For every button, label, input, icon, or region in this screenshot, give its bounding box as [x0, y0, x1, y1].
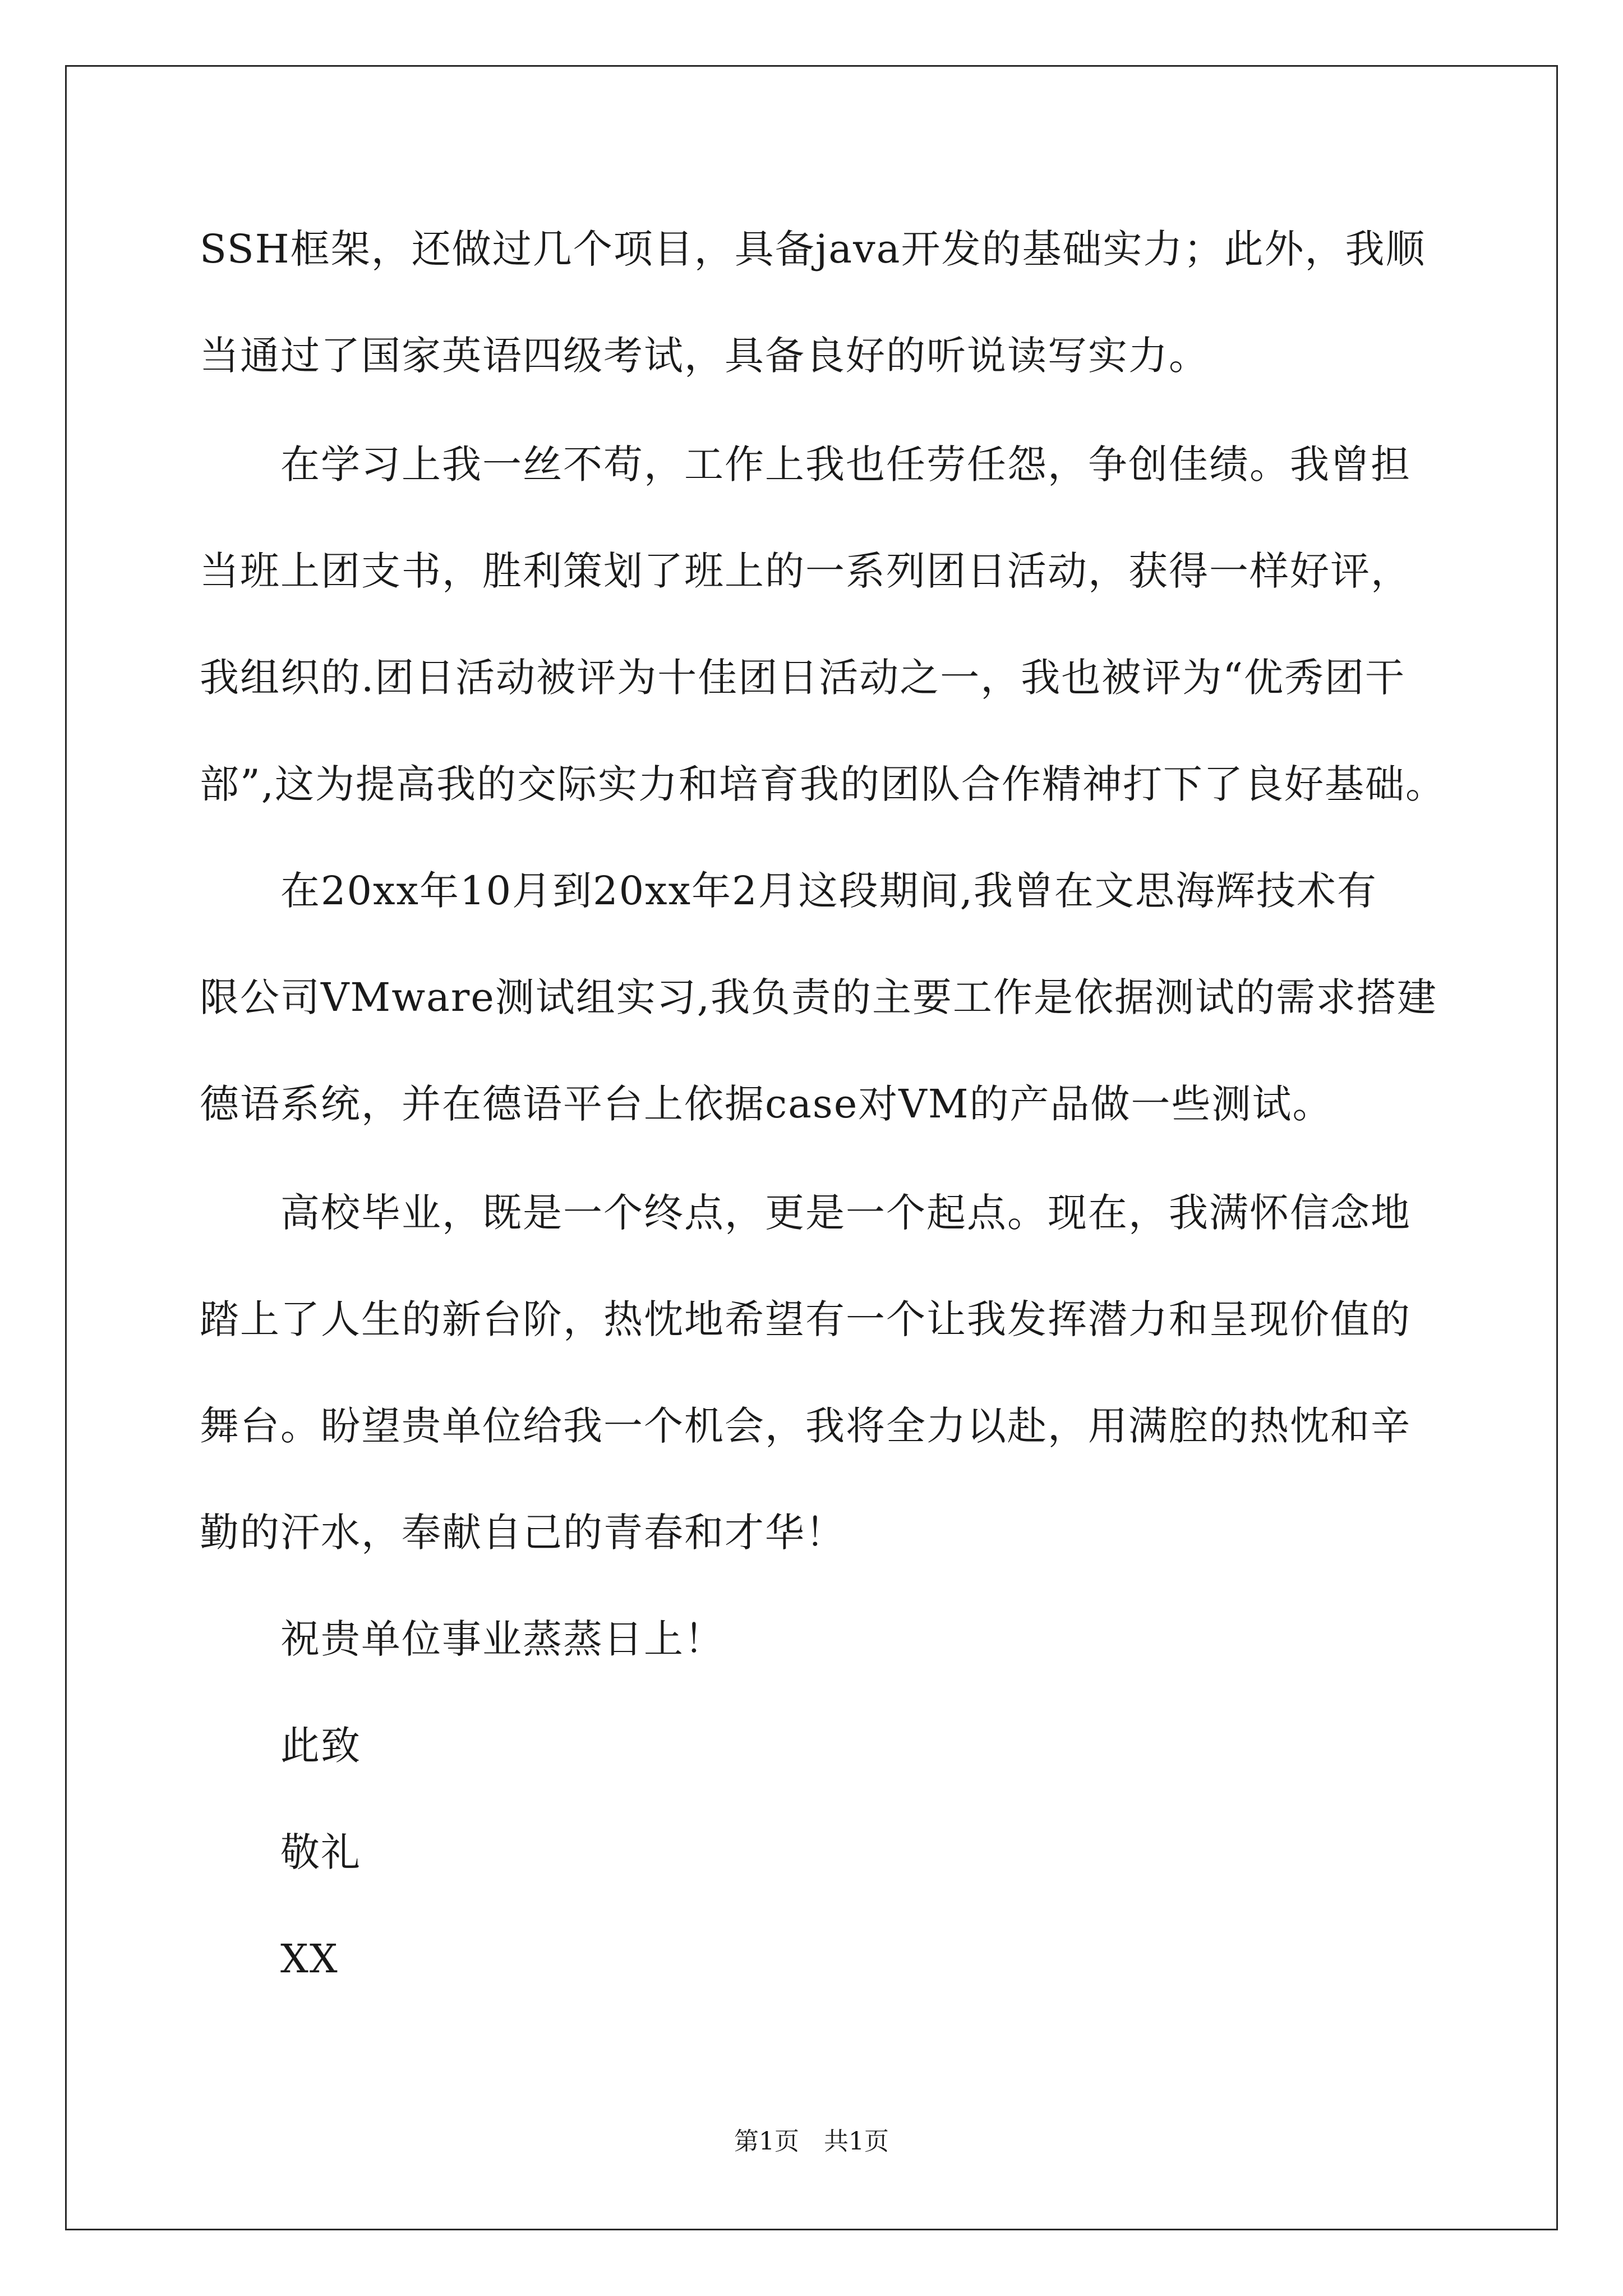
body-line-6: 部”,这为提高我的交际实力和培育我的团队合作精神打下了良好基础。: [200, 761, 1446, 807]
closing-wish: 祝贵单位事业蒸蒸日上！: [280, 1616, 725, 1662]
body-line-7: 在20xx年10月到20xx年2月这段期间,我曾在文思海辉技术有: [280, 868, 1377, 914]
body-line-13: 勤的汗水，奉献自己的青春和才华！: [200, 1510, 846, 1556]
closing-cizhi: 此致: [280, 1723, 361, 1769]
body-line-2: 当通过了国家英语四级考试，具备良好的听说读写实力。: [200, 333, 1209, 379]
body-line-3: 在学习上我一丝不苟，工作上我也任劳任怨，争创佳绩。我曾担: [280, 441, 1411, 487]
page-number: 第1页 共1页: [734, 2127, 889, 2156]
page-frame: [65, 65, 1558, 2230]
signature: XX: [280, 1936, 339, 1982]
body-line-10: 高校毕业，既是一个终点，更是一个起点。现在，我满怀信念地: [280, 1190, 1411, 1236]
body-line-9: 德语系统，并在德语平台上依据case对VM的产品做一些测试。: [200, 1081, 1333, 1127]
body-line-12: 舞台。盼望贵单位给我一个机会，我将全力以赴，用满腔的热忱和辛: [200, 1403, 1411, 1449]
body-line-4: 当班上团支书，胜利策划了班上的一系列团日活动，获得一样好评，: [200, 548, 1411, 594]
closing-jingli: 敬礼: [280, 1829, 361, 1875]
body-line-5: 我组织的.团日活动被评为十佳团日活动之一，我也被评为“优秀团干: [200, 655, 1406, 701]
body-line-1: SSH框架，还做过几个项目，具备java开发的基础实力；此外，我顺: [200, 226, 1426, 272]
body-line-11: 踏上了人生的新台阶，热忱地希望有一个让我发挥潜力和呈现价值的: [200, 1296, 1411, 1342]
body-line-8: 限公司VMware测试组实习,我负责的主要工作是依据测试的需求搭建: [200, 974, 1438, 1020]
